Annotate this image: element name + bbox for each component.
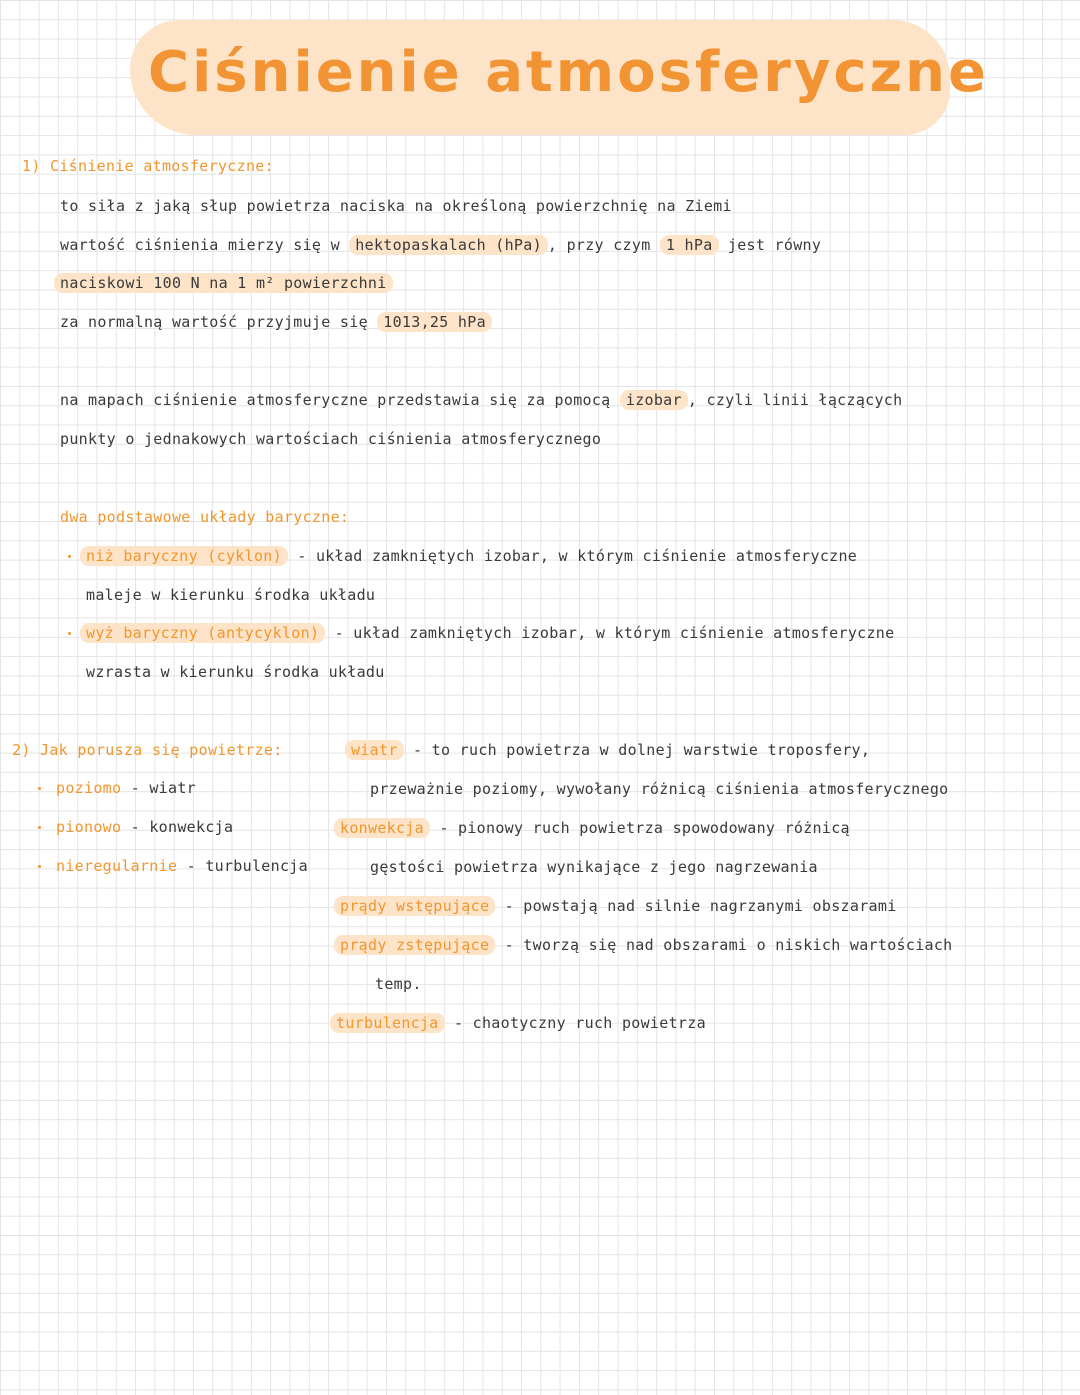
high-system-line-2: wzrasta w kierunku środka układu: [86, 663, 385, 681]
wind-desc: - to ruch powietrza w dolnej warstwie troposfery,: [413, 741, 871, 759]
convection-label: konwekcja: [334, 818, 430, 838]
downdrafts-line-1: [334, 935, 953, 955]
bullet-dot: [68, 555, 71, 558]
turbulence-label: turbulencja: [330, 1013, 445, 1033]
movement-horizontal: [56, 778, 196, 798]
map-text: na mapach ciśnienie atmosferyczne przedstawia się za pomocą: [60, 391, 611, 409]
downdrafts-line-2: temp.: [375, 975, 422, 993]
high-system-line-1: [80, 623, 894, 643]
movement-label: pionowo: [56, 818, 122, 836]
bullet-dot: [38, 826, 41, 829]
wind-line-2: przeważnie poziomy, wywołany różnicą ciśnienia atmosferycznego: [370, 780, 949, 798]
downdrafts-label: prądy zstępujące: [334, 935, 495, 955]
isobar-highlight: izobar: [620, 390, 688, 410]
normal-value-text: za normalną wartość przyjmuje się: [60, 313, 368, 331]
systems-heading: dwa podstawowe układy baryczne:: [60, 508, 350, 526]
low-system-line-2: maleje w kierunku środka układu: [86, 586, 376, 604]
turbulence-line: [330, 1013, 706, 1033]
map-line-1: [60, 390, 902, 410]
movement-value: - konwekcja: [130, 818, 234, 836]
map-line-2: punkty o jednakowych wartościach ciśnienia atmosferycznego: [60, 430, 602, 448]
low-label: niż baryczny (cyklon): [80, 546, 288, 566]
unit-highlight: hektopaskalach (hPa): [349, 235, 548, 255]
convection-desc: - pionowy ruch powietrza spowodowany różnicą: [439, 819, 850, 837]
unit-line: [60, 235, 821, 255]
movement-irregular: [56, 856, 308, 876]
movement-label: poziomo: [56, 779, 122, 797]
updrafts-label: prądy wstępujące: [334, 896, 495, 916]
convection-line-1: [334, 818, 850, 838]
bullet-dot: [38, 865, 41, 868]
pressure-line: [54, 273, 393, 293]
bullet-dot: [38, 787, 41, 790]
downdrafts-desc: - tworzą się nad obszarami o niskich wartościach: [504, 936, 953, 954]
updrafts-desc: - powstają nad silnie nagrzanymi obszarami: [504, 897, 897, 915]
normal-value-highlight: 1013,25 hPa: [377, 312, 492, 332]
convection-line-2: gęstości powietrza wynikające z jego nagrzewania: [370, 858, 818, 876]
unit-text-2: , przy czym: [547, 236, 651, 254]
low-desc: - układ zamkniętych izobar, w którym ciśnienie atmosferyczne: [297, 547, 858, 565]
definition-line: to siła z jaką słup powietrza naciska na określoną powierzchnię na Ziemi: [60, 197, 732, 215]
wind-label: wiatr: [345, 740, 404, 760]
turbulence-desc: - chaotyczny ruch powietrza: [453, 1014, 706, 1032]
normal-value-line: [60, 312, 492, 332]
section-1-heading: 1) Ciśnienie atmosferyczne:: [22, 157, 274, 175]
section-2-heading: 2) Jak porusza się powietrze:: [12, 741, 283, 759]
movement-label: nieregularnie: [56, 857, 178, 875]
movement-value: - turbulencja: [186, 857, 308, 875]
updrafts-line: [334, 896, 897, 916]
high-label: wyż baryczny (antycyklon): [80, 623, 325, 643]
movement-value: - wiatr: [130, 779, 196, 797]
bullet-dot: [68, 632, 71, 635]
movement-vertical: [56, 817, 233, 837]
map-text-2: , czyli linii łączących: [687, 391, 903, 409]
wind-line-1: [345, 740, 870, 760]
high-desc: - układ zamkniętych izobar, w którym ciśnienie atmosferyczne: [334, 624, 895, 642]
pressure-highlight: naciskowi 100 N na 1 m² powierzchni: [54, 273, 393, 293]
unit-text-3: jest równy: [727, 236, 822, 254]
low-system-line-1: [80, 546, 857, 566]
page-title: Ciśnienie atmosferyczne: [148, 40, 990, 105]
unit-text: wartość ciśnienia mierzy się w: [60, 236, 340, 254]
hpa-highlight: 1 hPa: [660, 235, 719, 255]
